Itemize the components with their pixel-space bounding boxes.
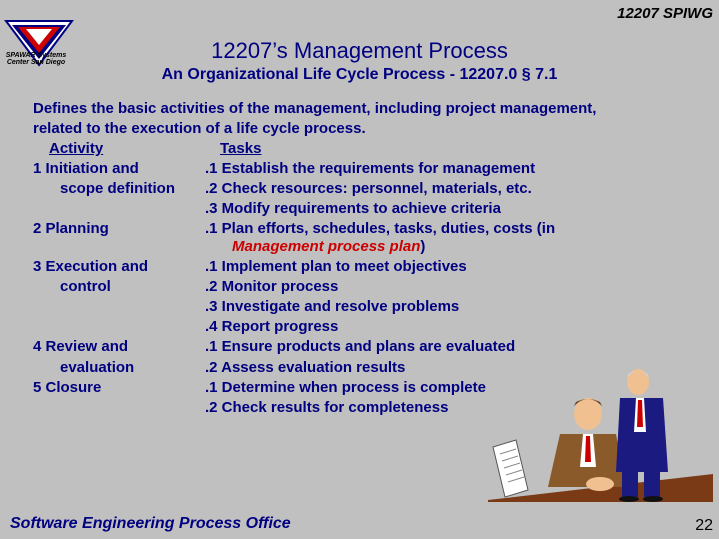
task-1-3: .3 Modify requirements to achieve criteria — [205, 200, 501, 217]
task-3-4: .4 Report progress — [205, 318, 339, 335]
seated-man-icon — [548, 398, 626, 491]
activity-3-cont: control — [60, 278, 111, 295]
task-4-1: .1 Ensure products and plans are evaluated — [205, 338, 516, 355]
activity-2: 2 Planning — [33, 220, 109, 237]
task-1-1: .1 Establish the requirements for management — [205, 160, 536, 177]
page-title: 12207’s Management Process — [211, 38, 508, 63]
logo-caption: SPAWAR Systems Center San Diego — [5, 52, 67, 66]
activity-4-cont: evaluation — [60, 359, 135, 376]
footer-office: Software Engineering Process Office — [10, 515, 291, 532]
activity-4: 4 Review and — [33, 338, 129, 355]
tasks-header: Tasks — [220, 140, 262, 157]
activity-5: 5 Closure — [33, 379, 102, 396]
task-5-1: .1 Determine when process is complete — [205, 379, 486, 396]
task-3-2: .2 Monitor process — [205, 278, 339, 295]
task-4-2: .2 Assess evaluation results — [205, 359, 406, 376]
task-3-3: .3 Investigate and resolve problems — [205, 298, 460, 315]
activity-header: Activity — [49, 140, 104, 157]
document-icon — [493, 440, 528, 497]
activity-1-cont: scope definition — [60, 180, 176, 197]
task-1-2: .2 Check resources: personnel, materials, etc. — [205, 180, 532, 197]
task-2-1: .1 Plan efforts, schedules, tasks, duties, costs (in — [205, 220, 556, 237]
intro-line-2: related to the execution of a life cycle process. — [33, 120, 366, 137]
task-3-1: .1 Implement plan to meet objectives — [205, 258, 467, 275]
businessmen-clipart-icon — [488, 362, 713, 502]
page-subtitle: An Organizational Life Cycle Process - 12207.0 § 7.1 — [161, 66, 558, 83]
plan-close: ) — [420, 238, 426, 255]
activity-1: 1 Initiation and — [33, 160, 139, 177]
plan-name: Management process plan — [232, 238, 421, 255]
page-number: 22 — [695, 517, 713, 534]
activity-3: 3 Execution and — [33, 258, 149, 275]
intro-line-1: Defines the basic activities of the management, including project management, — [33, 100, 597, 117]
header-label: 12207 SPIWG — [617, 5, 713, 22]
task-5-2: .2 Check results for completeness — [205, 399, 449, 416]
task-2-1-cont — [232, 238, 425, 255]
